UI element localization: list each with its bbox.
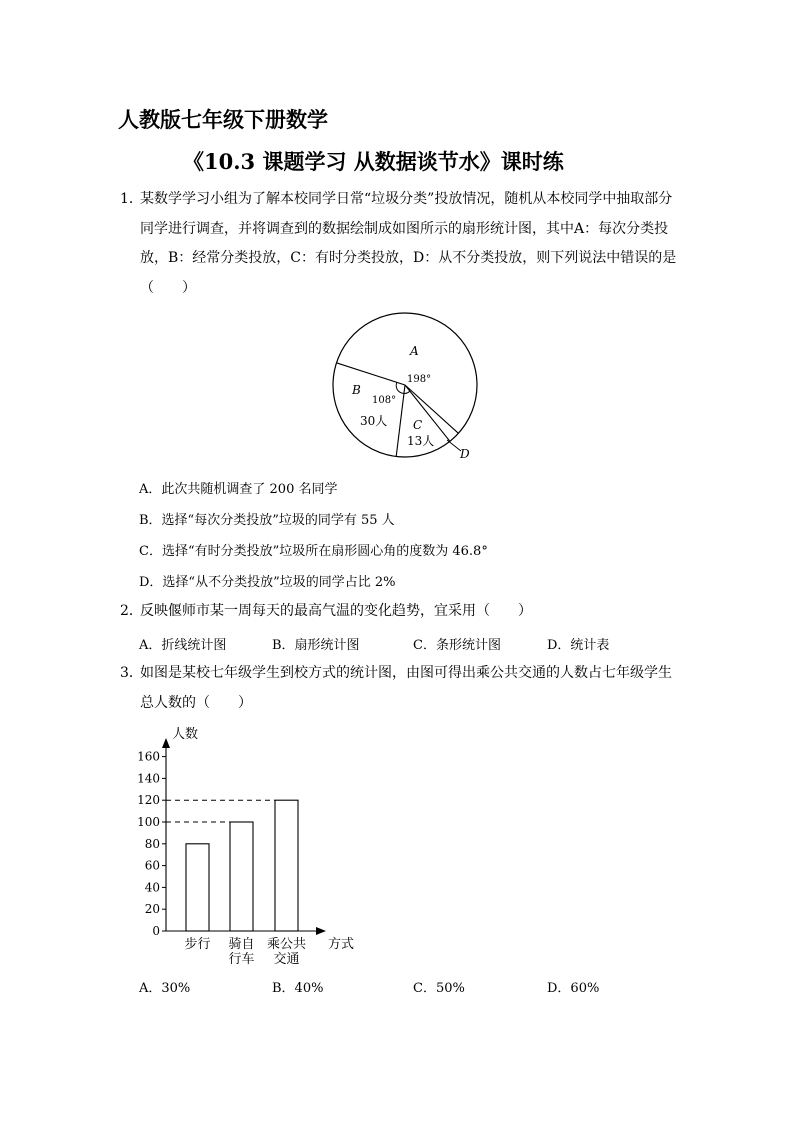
sector-label-D: D xyxy=(460,447,470,461)
y-tick-label: 120 xyxy=(137,793,160,808)
y-axis-arrow xyxy=(162,738,170,748)
y-tick-label: 0 xyxy=(152,924,160,938)
y-tick-label: 140 xyxy=(137,771,160,786)
pie-divider-BC xyxy=(396,385,405,457)
question-1-option-a: A．此次共随机调查了 200 名同学 xyxy=(139,482,338,497)
pie-divider-AB xyxy=(336,363,405,385)
label-D-leader xyxy=(447,440,461,451)
count-label-C: 13人 xyxy=(407,434,435,448)
x-category-label: 步行 xyxy=(184,937,211,952)
bar-chart xyxy=(130,718,370,973)
question-3-option-d: D．60% xyxy=(547,981,600,996)
question-2-number: 2． xyxy=(120,603,143,619)
question-2-option-a: A．折线统计图 xyxy=(139,638,227,653)
question-3-option-c: C．50% xyxy=(413,981,465,996)
doc-title-line2: 《10.3 课题学习 从数据谈节水》课时练 xyxy=(183,149,564,174)
y-tick-label: 100 xyxy=(137,815,160,829)
question-3-option-b: B．40% xyxy=(272,981,324,996)
x-axis-label: 方式 xyxy=(328,937,355,952)
question-2-option-b: B．扇形统计图 xyxy=(272,638,360,653)
question-2-option-d: D．统计表 xyxy=(547,638,610,653)
bar xyxy=(275,800,298,931)
pie-divider-CD xyxy=(405,385,450,441)
x-category-label: 骑自 xyxy=(228,937,255,952)
angle-label-A: 198° xyxy=(407,374,432,385)
y-tick-label: 40 xyxy=(144,880,160,895)
x-category-label: 乘公共 xyxy=(266,937,307,952)
sector-label-C: C xyxy=(413,418,423,432)
question-3-line: 如图是某校七年级学生到校方式的统计图，由图可得出乘公共交通的人数占七年级学生 xyxy=(140,665,672,681)
bar xyxy=(230,822,253,931)
count-label-B: 30人 xyxy=(360,414,388,428)
question-1-option-d: D．选择“从不分类投放”垃圾的同学占比 2% xyxy=(139,575,396,590)
question-2-line: 反映偃师市某一周每天的最高气温的变化趋势，宜采用（ ） xyxy=(140,603,532,619)
sector-label-A: A xyxy=(410,344,419,358)
question-1-line: 放，B：经常分类投放，C：有时分类投放，D：从不分类投放，则下列说法中错误的是 xyxy=(140,250,677,266)
y-axis-label: 人数 xyxy=(172,727,199,742)
y-tick-label: 80 xyxy=(144,836,160,851)
question-1-line: 某数学学习小组为了解本校同学日常“垃圾分类”投放情况，随机从本校同学中抽取部分 xyxy=(140,191,673,207)
bar xyxy=(186,844,209,931)
doc-title-line1: 人教版七年级下册数学 xyxy=(118,107,328,132)
pie-chart-figure xyxy=(325,305,485,470)
sector-label-B: B xyxy=(352,383,361,397)
question-1-line: 同学进行调查，并将调查到的数据绘制成如图所示的扇形统计图，其中A：每次分类投 xyxy=(140,221,669,237)
x-category-label: 行车 xyxy=(228,952,255,967)
x-axis-arrow xyxy=(316,927,326,935)
y-tick-label: 20 xyxy=(144,902,160,917)
question-1-number: 1． xyxy=(120,191,143,207)
x-category-label: 交通 xyxy=(273,952,300,967)
question-3-line: 总人数的（ ） xyxy=(140,695,252,711)
question-1-line: （ ） xyxy=(140,280,196,296)
question-2-option-c: C．条形统计图 xyxy=(413,638,501,653)
question-3-option-a: A．30% xyxy=(139,981,191,996)
y-tick-label: 160 xyxy=(137,749,160,764)
question-3-number: 3． xyxy=(120,665,143,681)
question-1-option-b: B．选择“每次分类投放”垃圾的同学有 55 人 xyxy=(139,513,395,528)
angle-label-B: 108° xyxy=(372,395,397,406)
question-1-option-c: C．选择“有时分类投放”垃圾所在扇形圆心角的度数为 46.8° xyxy=(139,544,488,559)
y-tick-label: 60 xyxy=(144,858,160,873)
